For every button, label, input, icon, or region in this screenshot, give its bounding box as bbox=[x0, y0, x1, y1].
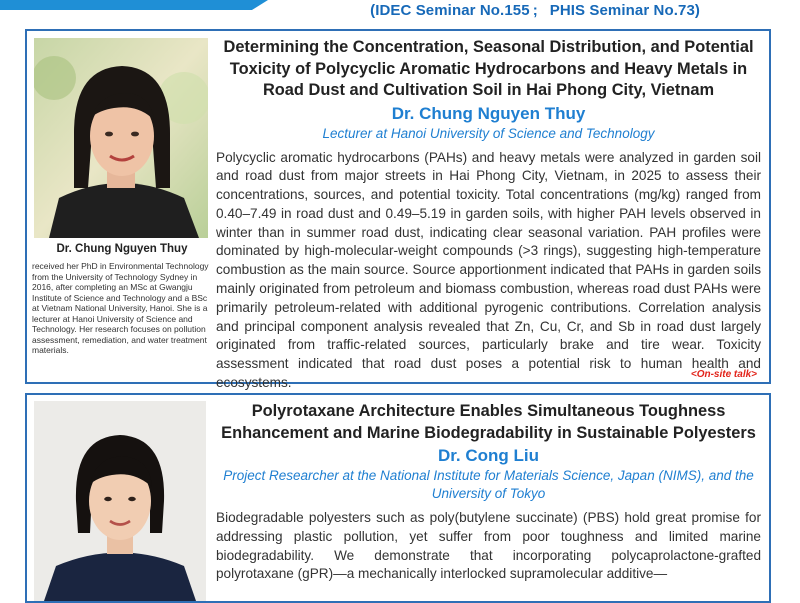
speaker-affiliation: Lecturer at Hanoi University of Science and Technology bbox=[322, 125, 655, 141]
talk-title: Determining the Concentration, Seasonal Distribution, and Potential Toxicity of Polycyclic Aromatic Hydrocarbons and Heavy Metals in Road Dust and Cultivation Soil in Hai Phong City, Vietnam bbox=[223, 38, 754, 99]
speaker-photo bbox=[34, 38, 208, 238]
seminar-number: (IDEC Seminar No.155 ; PHIS Seminar No.73) bbox=[370, 2, 700, 19]
speaker-name: Dr. Cong Liu bbox=[437, 446, 540, 465]
talk-abstract: Polycyclic aromatic hydrocarbons (PAHs) and heavy metals were analyzed in garden soil and road dust from major streets in Hai Phong City, Vietnam, in 2025 to assess their concentrations, sources, and potential toxicity. Total concentrations (mg/kg) ranged from 0.40–7.49 in road dust and 0.49–5.19 in garden soils, with higher PAH levels observed in winter than in summer road dust, indicating clear seasonal variation. PAH profiles were dominated by high-molecular-weight compounds (>3 rings), suggesting high-temperature combustion as the main source. Source apportionment indicated that PAHs in garden soils mainly originated from petroleum and biomass combustion, whereas road dust PAHs were primarily petroleum-related with additional pyrogenic contributions. Correlation analysis and principal component analysis revealed that Zn, Cu, Cr, and Sb in road dust largely originated from traffic-related sources, particularly brake and tire wear. Toxicity assessment indicated that road dust poses a potential risk to human health and ecosystems. bbox=[216, 149, 761, 391]
talk-content bbox=[216, 37, 761, 393]
talk-card-1 bbox=[25, 29, 771, 391]
speaker-photo bbox=[34, 401, 206, 601]
speaker-name: Dr. Chung Nguyen Thuy bbox=[391, 103, 586, 123]
talk-title: Polyrotaxane Architecture Enables Simultaneous Toughness Enhancement and Marine Biodegradability in Sustainable Polyesters bbox=[221, 402, 756, 442]
bio-name: Dr. Chung Nguyen Thuy bbox=[56, 243, 188, 255]
on-site-tag: <On-site talk> bbox=[690, 369, 757, 380]
speaker-affiliation: Project Researcher at the National Institute for Materials Science, Japan (NIMS), and the University of Tokyo bbox=[223, 468, 754, 501]
header-ribbon bbox=[0, 0, 268, 10]
talk-card-2 bbox=[25, 393, 771, 603]
bio-text: received her PhD in Environmental Technology from the University of Technology Sydney in 2016, after completing an MSc at Gwangju Institute of Science and Technology and a BSc at Vietnam National University, Hanoi. She is a lecturer at Hanoi University of Science and Technology. Her research focuses on pollution assessment, remediation, and water treatment materials. bbox=[32, 261, 209, 355]
talk-abstract: Biodegradable polyesters such as poly(butylene succinate) (PBS) hold great promise for addressing plastic pollution, yet suffer from poor toughness and limited marine biodegradability. We demonstrate that incorporating polycaprolactone-grafted polyrotaxane (gPR)—a mechanically interlocked supramolecular additive— bbox=[216, 510, 761, 582]
talk-content bbox=[216, 401, 761, 584]
